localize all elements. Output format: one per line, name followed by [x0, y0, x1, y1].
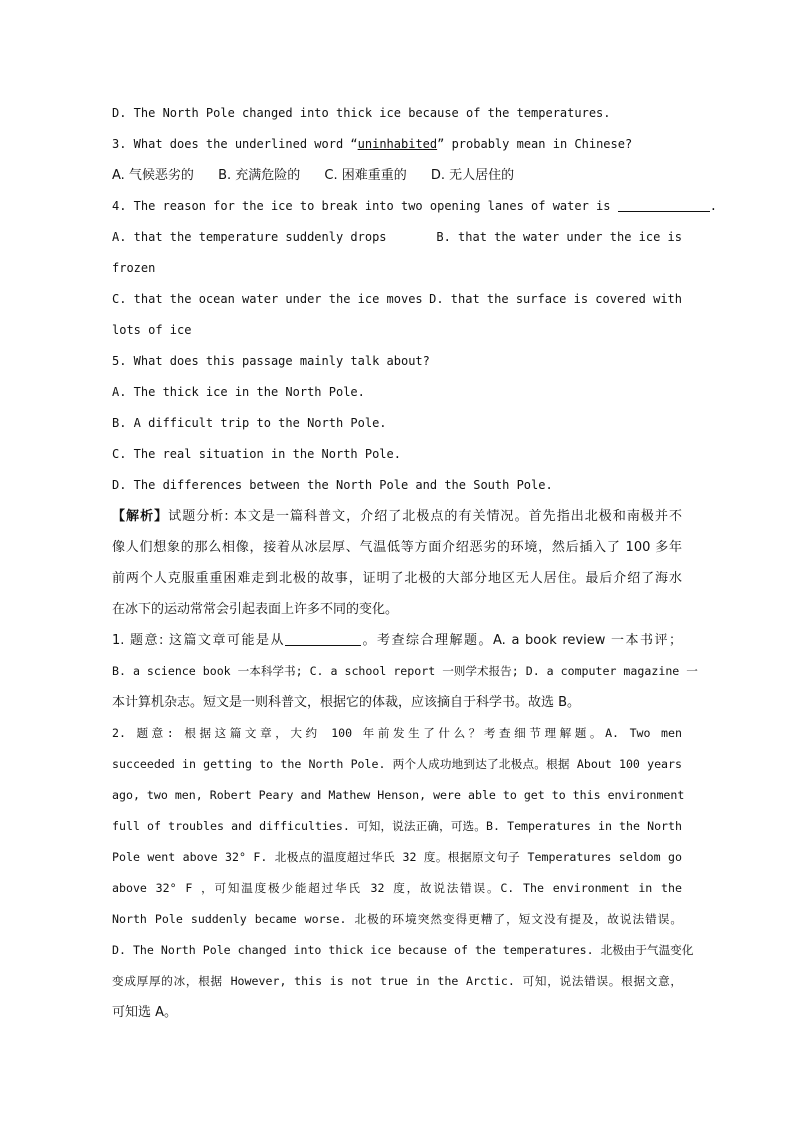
q4-option-a: A. that the temperature suddenly drops — [112, 230, 387, 244]
analysis-line-1 — [112, 501, 682, 532]
explain2-line-9: 变成厚厚的冰，根据 However, this is not true in the Arctic. 可知，说法错误。根据文意， — [112, 974, 682, 988]
q4-stem-text: 4. The reason for the ice to break into two opening lanes of water is — [112, 199, 618, 213]
q3-stem-before: 3. What does the underlined word “ — [112, 137, 358, 151]
q3-option-b: B. 充满危险的 — [218, 168, 301, 183]
q5-option-a: A. The thick ice in the North Pole. — [112, 385, 365, 399]
q3-stem-after: ” probably mean in Chinese? — [437, 137, 633, 151]
analysis-text: 试题分析: 本文是一篇科普文，介绍了北极点的有关情况。首先指出北极和南极并不 — [168, 509, 682, 524]
explain1-line-1 — [112, 625, 682, 656]
explain1-line-2: B. a science book 一本科学书; C. a school report 一则学术报告; D. a computer magazine 一 — [112, 664, 698, 678]
q4-option-d-cont: lots of ice — [112, 323, 192, 337]
q5-option-b: B. A difficult trip to the North Pole. — [112, 416, 387, 430]
q5-option-c: C. The real situation in the North Pole. — [112, 447, 401, 461]
q4-options-cd — [112, 284, 682, 315]
explain2-line-4: full of troubles and difficulties. 可知，说法正确，可选。B. Temperatures in the North — [112, 819, 682, 833]
q3-option-a: A. 气候恶劣的 — [112, 168, 194, 183]
document-page — [112, 98, 717, 1028]
underlined-word: uninhabited — [357, 137, 438, 151]
q4-options-ab — [112, 222, 682, 253]
answer-blank — [618, 197, 710, 212]
answer-blank — [285, 631, 361, 646]
q3-option-c: C. 困难重重的 — [324, 168, 407, 183]
q5-option-d: D. The differences between the North Pole and the South Pole. — [112, 478, 553, 492]
explain2-line-2: succeeded in getting to the North Pole. 两个人成功地到达了北极点。根据 About 100 years — [112, 757, 682, 771]
explain1-line-3: 本计算机杂志。短文是一则科普文，根据它的体裁，应该摘自于科学书。故选 B。 — [112, 695, 581, 710]
q2-option-d: D. The North Pole changed into thick ice because of the temperatures. — [112, 106, 611, 120]
explain2-line-8: D. The North Pole changed into thick ice because of the temperatures. 北极由于气温变化 — [112, 943, 694, 957]
q3-option-d: D. 无人居住的 — [430, 168, 515, 183]
explain2-line-6: above 32° F ，可知温度极少能超过华氏 32 度，故说法错误。C. The environment in the — [112, 881, 682, 895]
explain1-after: 。考查综合理解题。A. a book review 一本书评； — [361, 633, 682, 648]
analysis-tag: 【解析】 — [112, 509, 169, 524]
q3-stem — [112, 129, 682, 160]
q4-stem — [112, 191, 717, 222]
explain2-line-1: 2. 题意: 根据这篇文章，大约 100 年前发生了什么？考查细节理解题。A. Two men — [112, 726, 682, 740]
q4-option-b-cont: frozen — [112, 261, 156, 275]
explain2-line-5: Pole went above 32° F. 北极点的温度超过华氏 32 度。根据原文句子 Temperatures seldom go — [112, 850, 682, 864]
analysis-line-3: 前两个人克服重重困难走到北极的故事，证明了北极的大部分地区无人居住。最后介绍了海水 — [112, 571, 682, 586]
explain1-before: 1. 题意: 这篇文章可能是从 — [112, 633, 286, 648]
explain2-line-10: 可知选 A。 — [112, 1005, 178, 1020]
explain2-line-3: ago, two men, Robert Peary and Mathew Henson, were able to get to this environment — [112, 788, 685, 802]
analysis-line-2: 像人们想象的那么相像，接着从冰层厚、气温低等方面介绍恶劣的环境，然后插入了 100 多年 — [112, 540, 682, 555]
q4-option-d: D. that the surface is covered with — [429, 292, 682, 306]
q4-stem-end: . — [709, 199, 717, 213]
q5-stem: 5. What does this passage mainly talk about? — [112, 354, 430, 368]
explain2-line-7: North Pole suddenly became worse. 北极的环境突然变得更糟了，短文没有提及，故说法错误。 — [112, 912, 682, 926]
q3-options — [112, 160, 682, 191]
q4-option-b: B. that the water under the ice is — [436, 230, 682, 244]
q4-option-c: C. that the ocean water under the ice moves — [112, 292, 423, 306]
analysis-line-4: 在冰下的运动常常会引起表面上许多不同的变化。 — [112, 602, 399, 617]
